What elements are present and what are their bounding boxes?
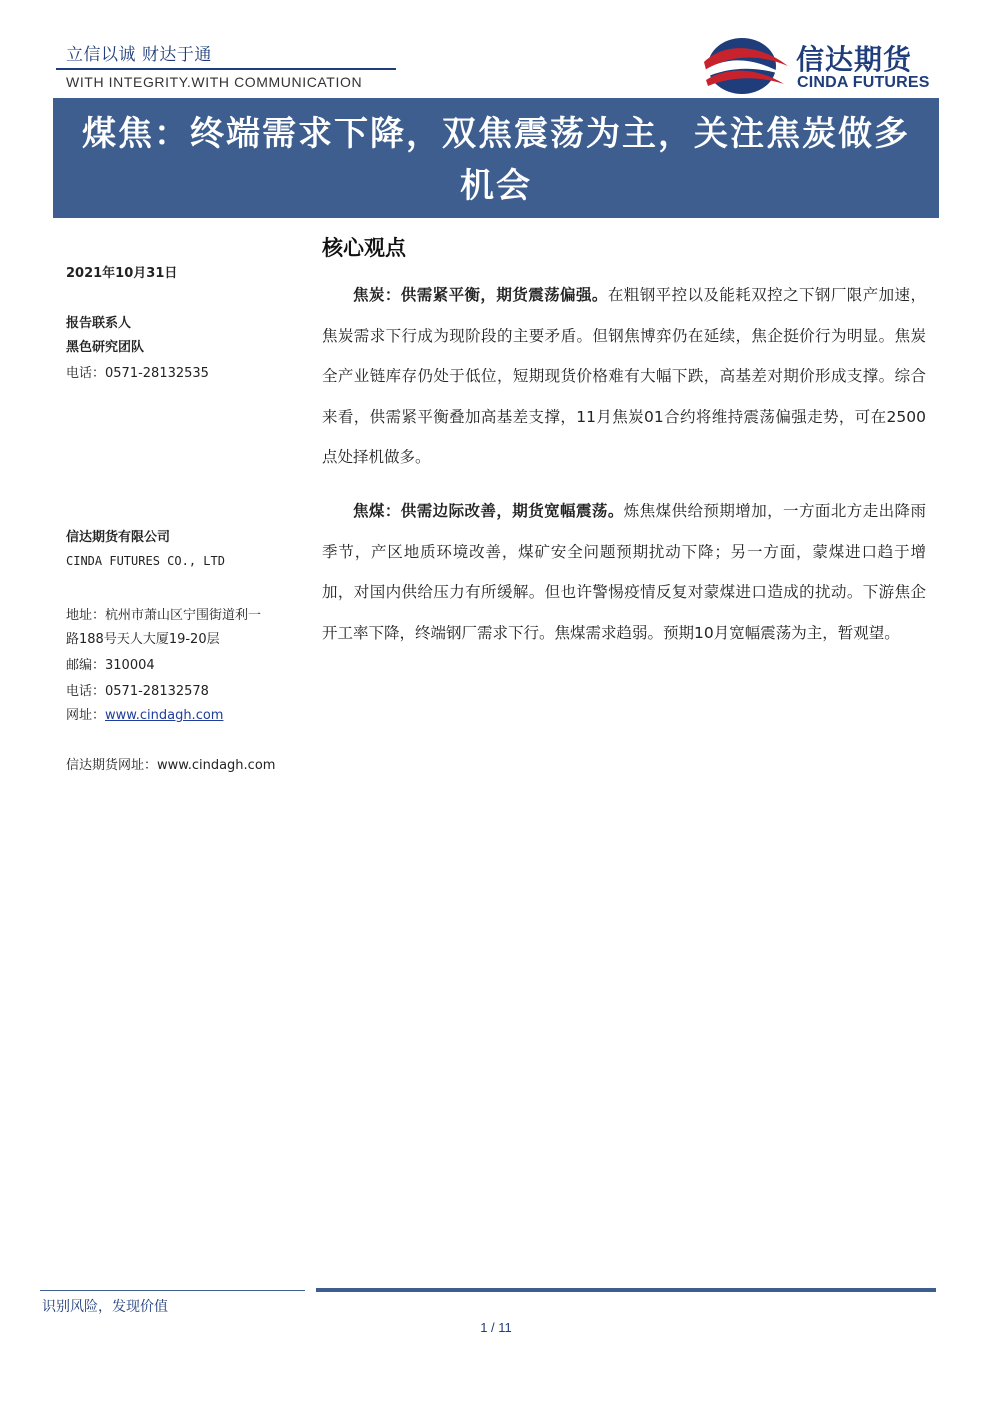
website-label: 网址： xyxy=(66,708,106,723)
report-date: 2021年10月31日 xyxy=(66,266,178,281)
logo-text-cn: 信达期货 xyxy=(796,43,913,76)
address-line1: 地址：杭州市萧山区宁围街道利一 xyxy=(66,608,262,623)
coking-coal-heading: 焦煤：供需边际改善，期货宽幅震荡。 xyxy=(353,502,624,520)
section-title: 核心观点 xyxy=(322,235,406,260)
contact-label: 报告联系人 xyxy=(66,316,132,331)
logo-text-en: CINDA FUTURES xyxy=(797,74,930,91)
website-link[interactable]: www.cindagh.com xyxy=(105,708,224,723)
website-row xyxy=(66,704,223,723)
report-title-banner xyxy=(53,98,939,218)
company-phone: 电话：0571-28132578 xyxy=(66,684,209,699)
page-number: 1 / 11 xyxy=(480,1320,512,1335)
header-divider xyxy=(56,68,396,70)
site-footer-text: 信达期货网址：www.cindagh.com xyxy=(66,758,276,773)
report-title-line2: 机会 xyxy=(460,166,532,206)
coke-heading: 焦炭：供需紧平衡，期货震荡偏强。 xyxy=(353,286,608,304)
contact-phone: 电话：0571-28132535 xyxy=(66,366,209,381)
footer-slogan: 识别风险，发现价值 xyxy=(42,1299,168,1315)
coke-paragraph xyxy=(322,275,926,478)
footer-divider-long xyxy=(316,1288,936,1292)
coking-coal-body: 炼焦煤供给预期增加，一方面北方走出降雨季节，产区地质环境改善，煤矿安全问题预期扰动下降；另一方面，蒙煤进口趋于增加，对国内供给压力有所缓解。但也许警惕疫情反复对蒙煤进口造成的扰动。下游焦企开工率下降，终端钢厂需求下行。焦煤需求趋弱。预期10月宽幅震荡为主，暂观望。 xyxy=(322,502,926,642)
postcode: 邮编：310004 xyxy=(66,658,155,673)
cinda-logo-icon xyxy=(700,32,790,96)
company-name-cn: 信达期货有限公司 xyxy=(66,530,171,545)
research-team: 黑色研究团队 xyxy=(66,340,145,355)
report-title-line1: 煤焦：终端需求下降，双焦震荡为主，关注焦炭做多 xyxy=(82,114,910,154)
coking-coal-paragraph xyxy=(322,491,926,653)
header-slogan-en: WITH INTEGRITY.WITH COMMUNICATION xyxy=(66,74,363,90)
coke-body: 在粗钢平控以及能耗双控之下钢厂限产加速，焦炭需求下行成为现阶段的主要矛盾。但钢焦博弈仍在延续，焦企挺价行为明显。焦炭全产业链库存仍处于低位，短期现货价格难有大幅下跌，高基差对期价形成支撑。综合来看，供需紧平衡叠加高基差支撑，11月焦炭01合约将维持震荡偏强走势，可在2500点处择机做多。 xyxy=(322,286,926,466)
header-slogan-cn: 立信以诚 财达于通 xyxy=(66,45,212,65)
footer-divider-short xyxy=(40,1290,305,1291)
company-name-en: CINDA FUTURES CO., LTD xyxy=(66,554,225,568)
address-line2: 路188号天人大厦19-20层 xyxy=(66,632,220,647)
